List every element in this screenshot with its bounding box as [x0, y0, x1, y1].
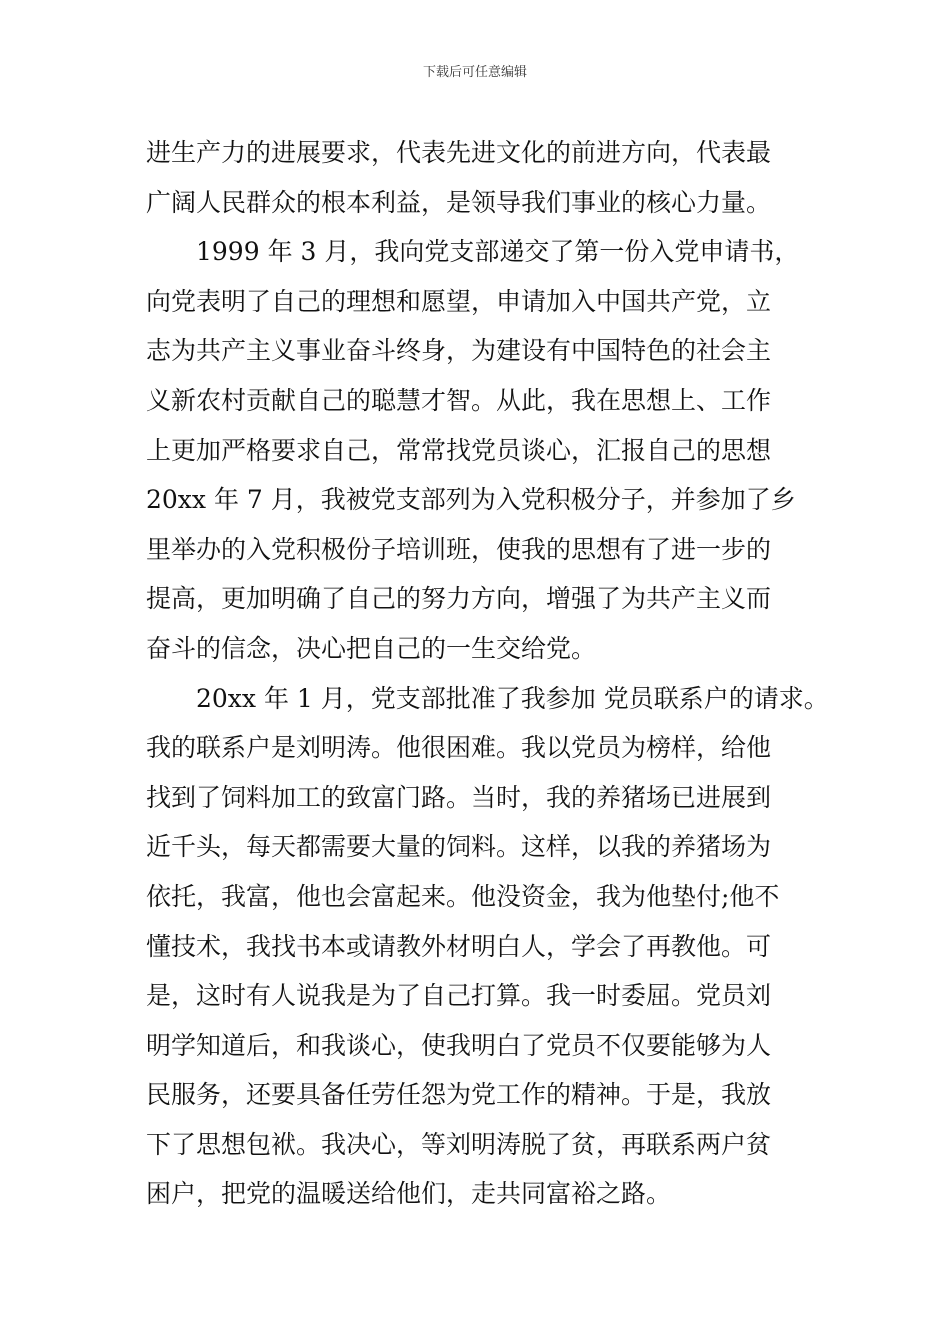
text-line: 20xx 年 7 月，我被党支部列为入党积极分子，并参加了乡 [146, 485, 796, 515]
text-line: 志为共产主义事业奋斗终身，为建设有中国特色的社会主 [146, 336, 772, 366]
text-line: 下了思想包袱。我决心，等刘明涛脱了贫，再联系两户贫 [146, 1129, 772, 1159]
document-body [146, 128, 829, 1219]
text-line: 向党表明了自己的理想和愿望，申请加入中国共产党，立 [146, 286, 772, 316]
text-line: 近千头，每天都需要大量的饲料。这样，以我的养猪场为 [146, 832, 772, 862]
text-line: 奋斗的信念，决心把自己的一生交给党。 [146, 633, 597, 663]
text-line: 困户，把党的温暖送给他们，走共同富裕之路。 [146, 1179, 672, 1209]
text-line: 义新农村贡献自己的聪慧才智。从此，我在思想上、工作 [146, 385, 772, 415]
text-line: 明学知道后，和我谈心，使我明白了党员不仅要能够为人 [146, 1030, 772, 1060]
text-line: 懂技术，我找书本或请教外材明白人，学会了再教他。可 [146, 931, 772, 961]
text-line: 上更加严格要求自己，常常找党员谈心，汇报自己的思想 [146, 435, 772, 465]
text-line: 20xx 年 1 月，党支部批准了我参加 党员联系户的请求。 [196, 683, 829, 713]
text-line: 民服务，还要具备任劳任怨为党工作的精神。于是，我放 [146, 1080, 772, 1110]
text-line: 依托，我富，他也会富起来。他没资金，我为他垫付;他不 [146, 881, 780, 911]
text-line: 提高，更加明确了自己的努力方向，增强了为共产主义而 [146, 584, 772, 614]
text-line: 进生产力的进展要求，代表先进文化的前进方向，代表最 [146, 138, 772, 167]
page-header: 下载后可任意编辑 [422, 65, 527, 80]
text-line: 1999 年 3 月，我向党支部递交了第一份入党申请书， [196, 237, 800, 267]
text-line: 找到了饲料加工的致富门路。当时，我的养猪场已进展到 [146, 782, 772, 812]
text-line: 里举办的入党积极份子培训班，使我的思想有了进一步的 [146, 534, 772, 564]
text-line: 广阔人民群众的根本利益，是领导我们事业的核心力量。 [146, 187, 772, 217]
text-line: 我的联系户是刘明涛。他很困难。我以党员为榜样，给他 [146, 733, 772, 763]
text-line: 是，这时有人说我是为了自己打算。我一时委屈。党员刘 [146, 981, 772, 1011]
